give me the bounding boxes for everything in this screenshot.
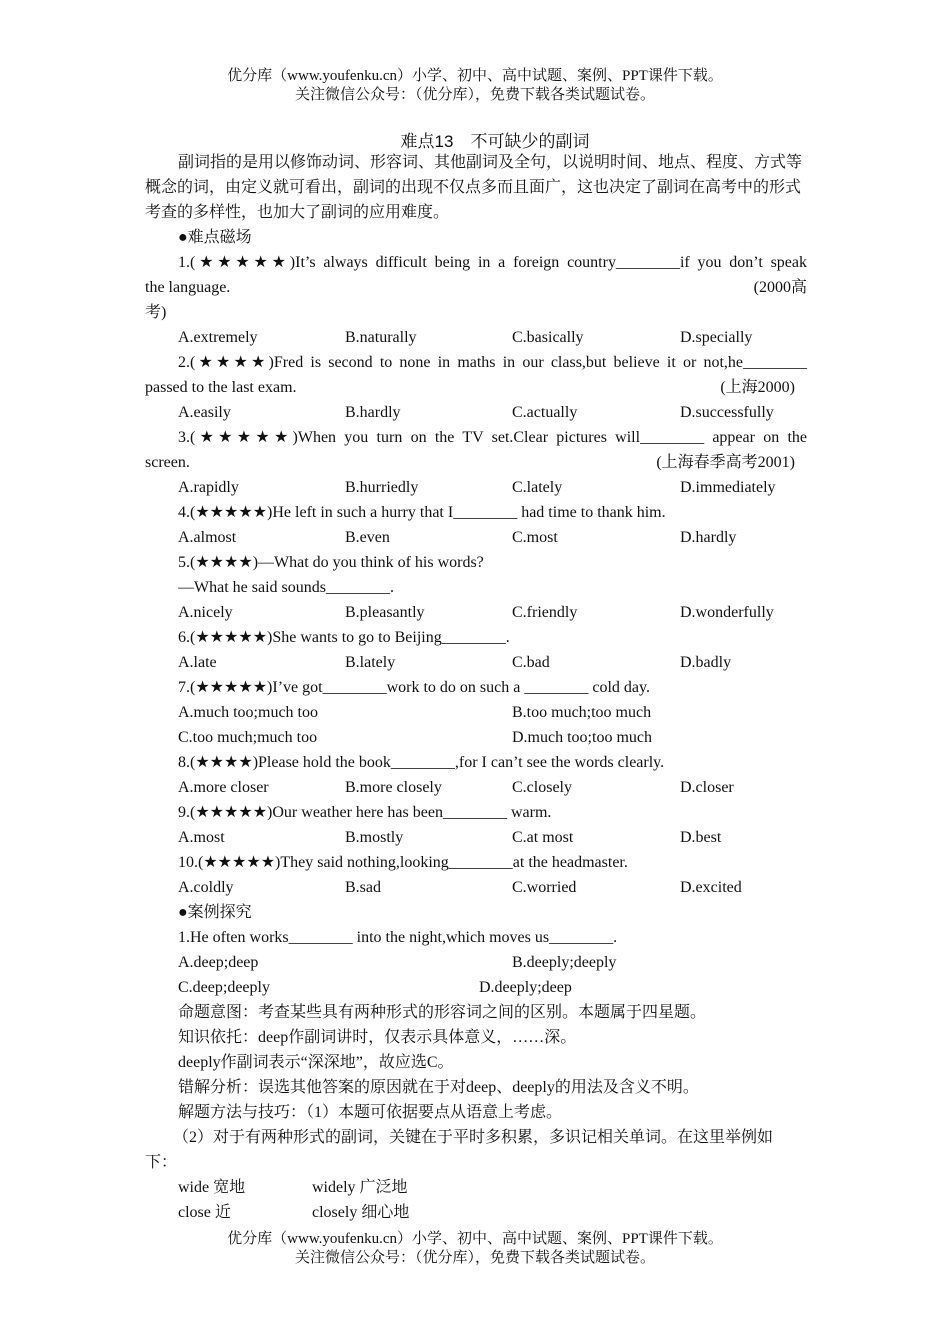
option-a[interactable]: A.almost [178,529,237,546]
question-2-text-cont: passed to the last exam. [145,379,297,396]
option-a[interactable]: A.most [178,829,225,846]
question-3-source: (上海春季高考2001) [656,454,795,471]
option-b[interactable]: B.pleasantly [345,604,425,621]
option-c[interactable]: C.bad [512,654,550,671]
option-d[interactable]: D.specially [680,329,753,346]
question-5-options [145,600,807,625]
question-4-options [145,525,807,550]
question-6: 6.(★★★★★)She wants to go to Beijing________. [178,629,510,646]
option-c[interactable]: C.most [512,529,558,546]
question-3-cont [145,450,807,475]
option-d[interactable]: D.badly [680,654,732,671]
header-line-2: 关注微信公众号：（优分库），免费下载各类试题试卷。 [294,87,655,103]
question-1-options [145,325,807,350]
option-d[interactable]: D.successfully [680,404,774,421]
question-1-source: (2000高 [753,279,807,296]
case-1-options-row-1 [145,950,807,975]
option-c[interactable]: C.worried [512,879,577,896]
option-b[interactable]: B.deeply;deeply [512,954,617,971]
analysis-intent: 命题意图：考查某些具有两种形式的形容词之间的区别。本题属于四星题。 [178,1004,707,1021]
option-a[interactable]: A.late [178,654,217,671]
question-1: 1.(★★★★★)It’s always difficult being in a foreign country________if you don’t speak [178,254,807,271]
option-c[interactable]: C.deep;deeply [178,979,270,996]
option-d[interactable]: D.excited [680,879,742,896]
option-b[interactable]: B.more closely [345,779,442,796]
example-row-1 [145,1175,807,1200]
question-7-options-row-1 [145,700,807,725]
question-1-text-cont: the language. [145,279,231,296]
option-d[interactable]: D.immediately [680,479,776,496]
option-a[interactable]: A.deep;deep [178,954,259,971]
option-a[interactable]: A.coldly [178,879,234,896]
option-c[interactable]: C.at most [512,829,574,846]
option-d[interactable]: D.much too;too much [512,729,652,746]
option-b[interactable]: B.naturally [345,329,417,346]
question-10-options [145,875,807,900]
option-b[interactable]: B.too much;too much [512,704,652,721]
question-2: 2.(★★★★)Fred is second to none in maths in our class,but believe it or not,he________ [178,354,807,371]
intro-paragraph: 副词指的是用以修饰动词、形容词、其他副词及全句，以说明时间、地点、程度、方式等概念的词，由定义就可看出，副词的出现不仅点多而且面广，这也决定了副词在高考中的形式考查的多样性，也加大了副词的应用难度。 [145,154,803,221]
header-line-1: 优分库（www.youfenku.cn）小学、初中、高中试题、案例、PPT课件下载。 [227,68,723,84]
option-d[interactable]: D.hardly [680,529,737,546]
example-row-2 [145,1200,807,1225]
question-3: 3.(★★★★★)When you turn on the TV set.Clear pictures will________ appear on the [178,429,807,446]
question-9-options [145,825,807,850]
example-word: wide 宽地 [178,1179,246,1196]
option-d[interactable]: D.deeply;deep [479,979,572,996]
section-heading: ●难点磁场 [178,229,252,246]
option-b[interactable]: B.mostly [345,829,404,846]
question-1-source-cont: 考) [145,304,167,321]
option-b[interactable]: B.sad [345,879,381,896]
option-d[interactable]: D.best [680,829,722,846]
question-7-options-row-2 [145,725,807,750]
example-adverb: closely 细心地 [312,1204,410,1221]
option-d[interactable]: D.closer [680,779,734,796]
analysis-basis-2: deeply作副词表示“深深地”，故应选C。 [178,1054,454,1071]
option-d[interactable]: D.wonderfully [680,604,774,621]
page-title: 难点13 不可缺少的副词 [400,132,590,151]
question-2-source: (上海2000) [720,379,795,396]
question-3-options [145,475,807,500]
question-8: 8.(★★★★)Please hold the book________,for I can’t see the words clearly. [178,754,665,771]
question-5-line-2: —What he said sounds________. [178,579,394,596]
analysis-basis: 知识依托：deep作副词讲时，仅表示具体意义，……深。 [178,1029,577,1046]
question-9: 9.(★★★★★)Our weather here has been________ warm. [178,804,552,821]
option-c[interactable]: C.lately [512,479,563,496]
option-c[interactable]: C.basically [512,329,584,346]
option-c[interactable]: C.closely [512,779,572,796]
option-a[interactable]: A.nicely [178,604,233,621]
footer-line-1: 优分库（www.youfenku.cn）小学、初中、高中试题、案例、PPT课件下载。 [227,1231,723,1247]
example-adverb: widely 广泛地 [312,1179,408,1196]
question-8-options [145,775,807,800]
question-4: 4.(★★★★★)He left in such a hurry that I________ had time to thank him. [178,504,666,521]
question-2-options [145,400,807,425]
option-a[interactable]: A.much too;much too [178,704,318,721]
analysis-method-2-cont: 下： [145,1154,178,1171]
analysis-error: 错解分析：误选其他答案的原因就在于对deep、deeply的用法及含义不明。 [178,1079,699,1096]
document-body [145,150,807,1225]
option-b[interactable]: B.even [345,529,390,546]
case-question-1: 1.He often works________ into the night,which moves us________. [178,929,618,946]
footer-line-2: 关注微信公众号：（优分库），免费下载各类试题试卷。 [294,1250,655,1266]
option-b[interactable]: B.hurriedly [345,479,419,496]
example-word: close 近 [178,1204,231,1221]
option-c[interactable]: C.friendly [512,604,578,621]
question-1-cont [145,275,807,300]
question-6-options [145,650,807,675]
section-heading-case: ●案例探究 [178,904,252,921]
question-3-text-cont: screen. [145,454,190,471]
option-a[interactable]: A.extremely [178,329,258,346]
question-5: 5.(★★★★)—What do you think of his words? [178,554,484,571]
option-a[interactable]: A.more closer [178,779,269,796]
case-1-options-row-2 [145,975,807,1000]
option-c[interactable]: C.actually [512,404,578,421]
question-2-cont [145,375,807,400]
question-10: 10.(★★★★★)They said nothing,looking________at the headmaster. [178,854,628,871]
analysis-method: 解题方法与技巧：（1）本题可依据要点从语意上考虑。 [178,1104,563,1121]
option-a[interactable]: A.rapidly [178,479,239,496]
option-b[interactable]: B.lately [345,654,396,671]
analysis-method-2: （2）对于有两种形式的副词，关键在于平时多积累，多识记相关单词。在这里举例如 [173,1129,774,1146]
option-b[interactable]: B.hardly [345,404,401,421]
option-a[interactable]: A.easily [178,404,231,421]
question-7: 7.(★★★★★)I’ve got________work to do on such a ________ cold day. [178,679,650,696]
option-c[interactable]: C.too much;much too [178,729,318,746]
